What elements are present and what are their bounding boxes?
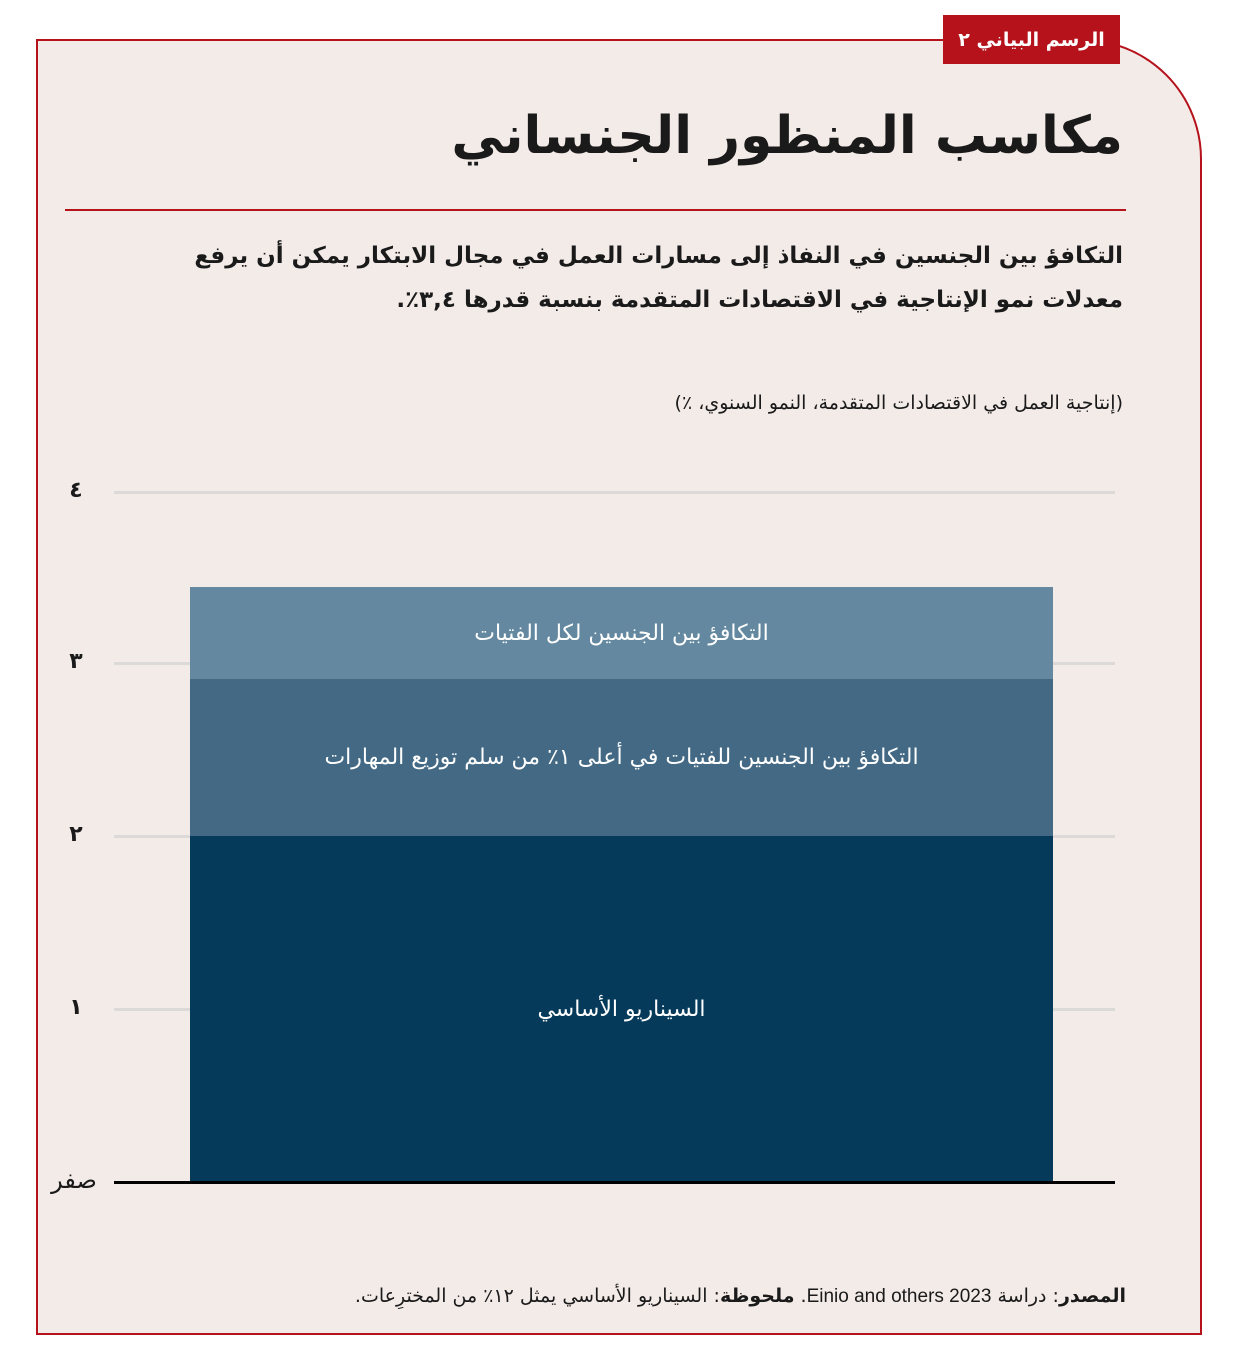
- y-tick-0: صفر: [51, 1166, 97, 1194]
- chart-footer: المصدر: دراسة Einio and others 2023. ملحوظة: السيناريو الأساسي يمثل ١٢٪ من المخترِعات.: [354, 1285, 1126, 1307]
- bar-segment-all-girls: [190, 587, 1053, 679]
- source-label: المصدر: [1058, 1285, 1126, 1307]
- y-tick-2: ٢: [69, 822, 83, 847]
- bar-segment-top-1pct: [190, 679, 1053, 836]
- source-text: : دراسة: [997, 1285, 1059, 1307]
- chart-subtitle: التكافؤ بين الجنسين في النفاذ إلى مسارات العمل في مجال الابتكار يمكن أن يرفع معدلات نمو الإنتاجية في الاقتصادات المتقدمة بنسبة قدرها ٣,٤٪.: [194, 243, 1123, 313]
- y-axis-unit-label: (إنتاجية العمل في الاقتصادات المتقدمة، النمو السنوي، ٪): [674, 392, 1123, 414]
- note-text: : السيناريو الأساسي يمثل ١٢٪ من المخترِعات.: [354, 1285, 720, 1307]
- y-tick-4: ٤: [69, 478, 83, 503]
- bar-segment-label: التكافؤ بين الجنسين للفتيات في أعلى ١٪ من سلم توزيع المهارات: [324, 745, 919, 770]
- gridline-4: [114, 491, 1115, 494]
- bar-segment-baseline: [190, 836, 1053, 1182]
- note-label: ملحوظة: [719, 1285, 795, 1307]
- chart-number-tag: الرسم البياني ٢: [943, 15, 1120, 64]
- x-axis-baseline: [114, 1181, 1115, 1184]
- y-tick-3: ٣: [69, 649, 83, 674]
- chart-title: مكاسب المنظور الجنساني: [451, 106, 1123, 166]
- bar-segment-label: التكافؤ بين الجنسين لكل الفتيات: [474, 620, 769, 646]
- y-tick-1: ١: [69, 995, 83, 1020]
- bar-segment-label: السيناريو الأساسي: [537, 996, 706, 1022]
- title-divider: [65, 209, 1126, 211]
- source-reference: Einio and others 2023: [806, 1286, 992, 1307]
